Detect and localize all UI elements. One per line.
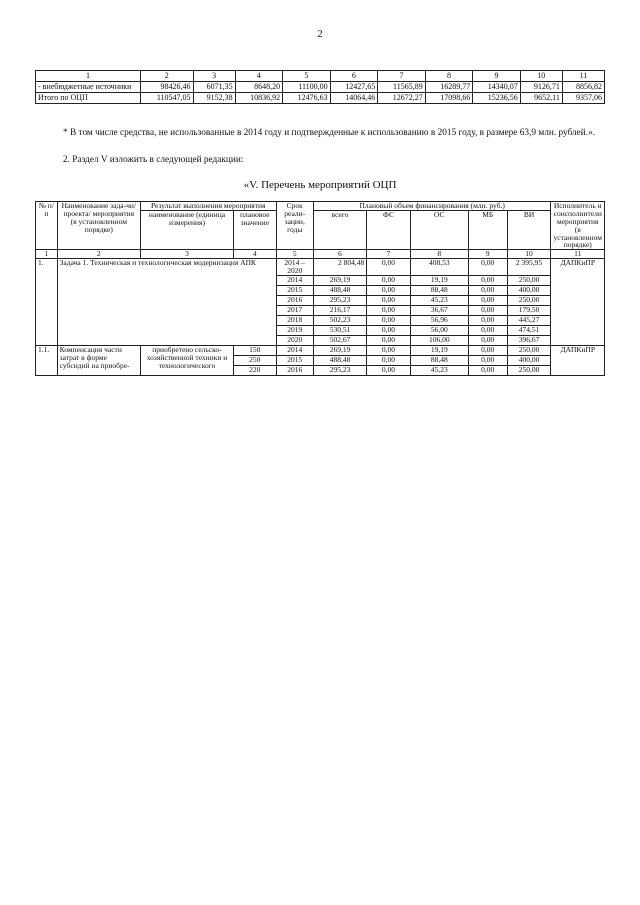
mb-cell: 0,00 [468, 316, 507, 326]
measures-table [35, 201, 605, 376]
result-name: приобретено сельско-хозяйственной техники и технологического [140, 346, 233, 376]
cell-value: 15236,56 [473, 93, 521, 104]
year-cell: 2020 [276, 336, 313, 346]
row-label: Итого по ОЦП [36, 93, 141, 104]
vi-cell: 179,50 [507, 306, 551, 316]
cell-value: 11100,00 [283, 82, 331, 93]
mb-cell: 0,00 [468, 356, 507, 366]
table-row [36, 346, 605, 356]
header-total: всего [313, 210, 366, 249]
vi-cell: 400,00 [507, 356, 551, 366]
fs-cell: 0,00 [367, 296, 411, 306]
total-cell: 530,51 [313, 326, 366, 336]
fs-cell: 0,00 [367, 316, 411, 326]
os-cell: 19,19 [410, 276, 468, 286]
year-cell: 2018 [276, 316, 313, 326]
page-number: 2 [317, 28, 323, 40]
year-cell: 2015 [276, 286, 313, 296]
header-finance: Плановый объем финансирования (млн. руб.) [313, 202, 551, 211]
vi-cell: 474,51 [507, 326, 551, 336]
column-number: 11 [562, 71, 604, 82]
total-cell: 2 804,48 [313, 259, 366, 276]
fs-cell: 0,00 [367, 276, 411, 286]
table-header-row [36, 202, 605, 211]
total-cell: 269,19 [313, 276, 366, 286]
column-number: 6 [330, 71, 378, 82]
cell-value: 9357,06 [562, 93, 604, 104]
cell-value: 10836,92 [235, 93, 283, 104]
table-row [36, 82, 605, 93]
year-cell: 2014 [276, 346, 313, 356]
os-cell: 56,96 [410, 316, 468, 326]
cell-value: 12427,65 [330, 82, 378, 93]
fs-cell: 0,00 [367, 286, 411, 296]
column-number: 9 [468, 250, 507, 259]
header-result-name: наименование (единица измерения) [140, 210, 233, 249]
column-number: 8 [410, 250, 468, 259]
header-num: № п/п [36, 202, 58, 250]
year-cell: 2019 [276, 326, 313, 336]
column-number: 4 [234, 250, 277, 259]
table-header-row [36, 71, 605, 82]
fs-cell: 0,00 [367, 326, 411, 336]
section-title: «V. Перечень мероприятий ОЦП [243, 179, 397, 191]
header-executor: Исполнитель и соисполнители мероприятия (в установленном порядке) [551, 202, 605, 250]
cell-value: 12476,63 [283, 93, 331, 104]
os-cell: 19,19 [410, 346, 468, 356]
year-cell: 2014 – 2020 [276, 259, 313, 276]
column-number: 2 [141, 71, 194, 82]
column-number: 4 [235, 71, 283, 82]
amendment-paragraph: 2. Раздел V изложить в следующей редакции: [63, 155, 244, 165]
vi-cell: 2 395,95 [507, 259, 551, 276]
fs-cell: 0,00 [367, 346, 411, 356]
footnote: * В том числе средства, не использованные в 2014 году и подтвержденные к использованию в 2015 году, в размере 63,9 млн. рублей.». [63, 128, 596, 138]
year-cell: 2014 [276, 276, 313, 286]
total-cell: 488,48 [313, 286, 366, 296]
fs-cell: 0,00 [367, 259, 411, 276]
vi-cell: 396,67 [507, 336, 551, 346]
plan-value: 220 [234, 366, 277, 376]
cell-value: 9126,71 [520, 82, 562, 93]
total-cell: 502,23 [313, 316, 366, 326]
task-name: Компенсация части затрат в форме субсидий на приобре- [57, 346, 140, 376]
cell-value: 9152,38 [193, 93, 235, 104]
fs-cell: 0,00 [367, 356, 411, 366]
os-cell: 56,00 [410, 326, 468, 336]
mb-cell: 0,00 [468, 286, 507, 296]
header-term: Срок реали-зации, годы [276, 202, 313, 250]
mb-cell: 0,00 [468, 366, 507, 376]
cell-value: 110547,05 [141, 93, 194, 104]
vi-cell: 250,00 [507, 346, 551, 356]
fs-cell: 0,00 [367, 366, 411, 376]
mb-cell: 0,00 [468, 259, 507, 276]
year-cell: 2017 [276, 306, 313, 316]
cell-value: 16289,77 [425, 82, 473, 93]
total-cell: 488,48 [313, 356, 366, 366]
cell-value: 98426,46 [141, 82, 194, 93]
mb-cell: 0,00 [468, 276, 507, 286]
cell-value: 14340,07 [473, 82, 521, 93]
plan-value: 150 [234, 346, 277, 356]
column-number: 7 [378, 71, 426, 82]
vi-cell: 250,00 [507, 276, 551, 286]
vi-cell: 250,00 [507, 296, 551, 306]
os-cell: 408,53 [410, 259, 468, 276]
column-number: 3 [193, 71, 235, 82]
vi-cell: 250,00 [507, 366, 551, 376]
executor-cell: ДАПКиПР [551, 259, 605, 346]
os-cell: 88,48 [410, 286, 468, 296]
header-result-value: плановое значение [234, 210, 277, 249]
cell-value: 12672,27 [378, 93, 426, 104]
os-cell: 106,00 [410, 336, 468, 346]
column-number: 9 [473, 71, 521, 82]
column-number: 5 [283, 71, 331, 82]
cell-value: 9652,11 [520, 93, 562, 104]
fs-cell: 0,00 [367, 306, 411, 316]
header-mb: МБ [468, 210, 507, 249]
column-number: 7 [367, 250, 411, 259]
year-cell: 2016 [276, 296, 313, 306]
column-number: 2 [57, 250, 140, 259]
column-number: 10 [520, 71, 562, 82]
column-number: 11 [551, 250, 605, 259]
task-number: 1. [36, 259, 58, 346]
total-cell: 295,23 [313, 366, 366, 376]
year-cell: 2016 [276, 366, 313, 376]
row-label: - внебюджетные источники [36, 82, 141, 93]
task-number: 1.1. [36, 346, 58, 376]
column-number: 1 [36, 250, 58, 259]
column-number: 1 [36, 71, 141, 82]
task-name: Задача 1. Техническая и технологическая модернизация АПК [57, 259, 276, 346]
column-number: 6 [313, 250, 366, 259]
mb-cell: 0,00 [468, 346, 507, 356]
table-row-total [36, 93, 605, 104]
vi-cell: 445,27 [507, 316, 551, 326]
mb-cell: 0,00 [468, 326, 507, 336]
header-name: Наименование зада-чи/проекта/ мероприятия (в установленном порядке) [57, 202, 140, 250]
header-vi: ВИ [507, 210, 551, 249]
column-number: 3 [140, 250, 233, 259]
os-cell: 45,23 [410, 366, 468, 376]
column-number: 5 [276, 250, 313, 259]
plan-value: 250 [234, 356, 277, 366]
column-number: 10 [507, 250, 551, 259]
mb-cell: 0,00 [468, 336, 507, 346]
cell-value: 17098,66 [425, 93, 473, 104]
header-os: ОС [410, 210, 468, 249]
os-cell: 36,67 [410, 306, 468, 316]
header-fs: ФС [367, 210, 411, 249]
column-number: 8 [425, 71, 473, 82]
mb-cell: 0,00 [468, 296, 507, 306]
executor-cell: ДАПКиПР [551, 346, 605, 376]
total-cell: 295,23 [313, 296, 366, 306]
funding-summary-table [35, 70, 605, 104]
cell-value: 11565,89 [378, 82, 426, 93]
mb-cell: 0,00 [468, 306, 507, 316]
fs-cell: 0,00 [367, 336, 411, 346]
cell-value: 14064,46 [330, 93, 378, 104]
total-cell: 502,67 [313, 336, 366, 346]
cell-value: 8648,20 [235, 82, 283, 93]
header-result: Результат выполнения мероприятия [140, 202, 276, 211]
year-cell: 2015 [276, 356, 313, 366]
vi-cell: 400,00 [507, 286, 551, 296]
os-cell: 88,48 [410, 356, 468, 366]
cell-value: 6071,35 [193, 82, 235, 93]
total-cell: 216,17 [313, 306, 366, 316]
table-row [36, 259, 605, 276]
os-cell: 45,23 [410, 296, 468, 306]
total-cell: 269,19 [313, 346, 366, 356]
cell-value: 8856,82 [562, 82, 604, 93]
